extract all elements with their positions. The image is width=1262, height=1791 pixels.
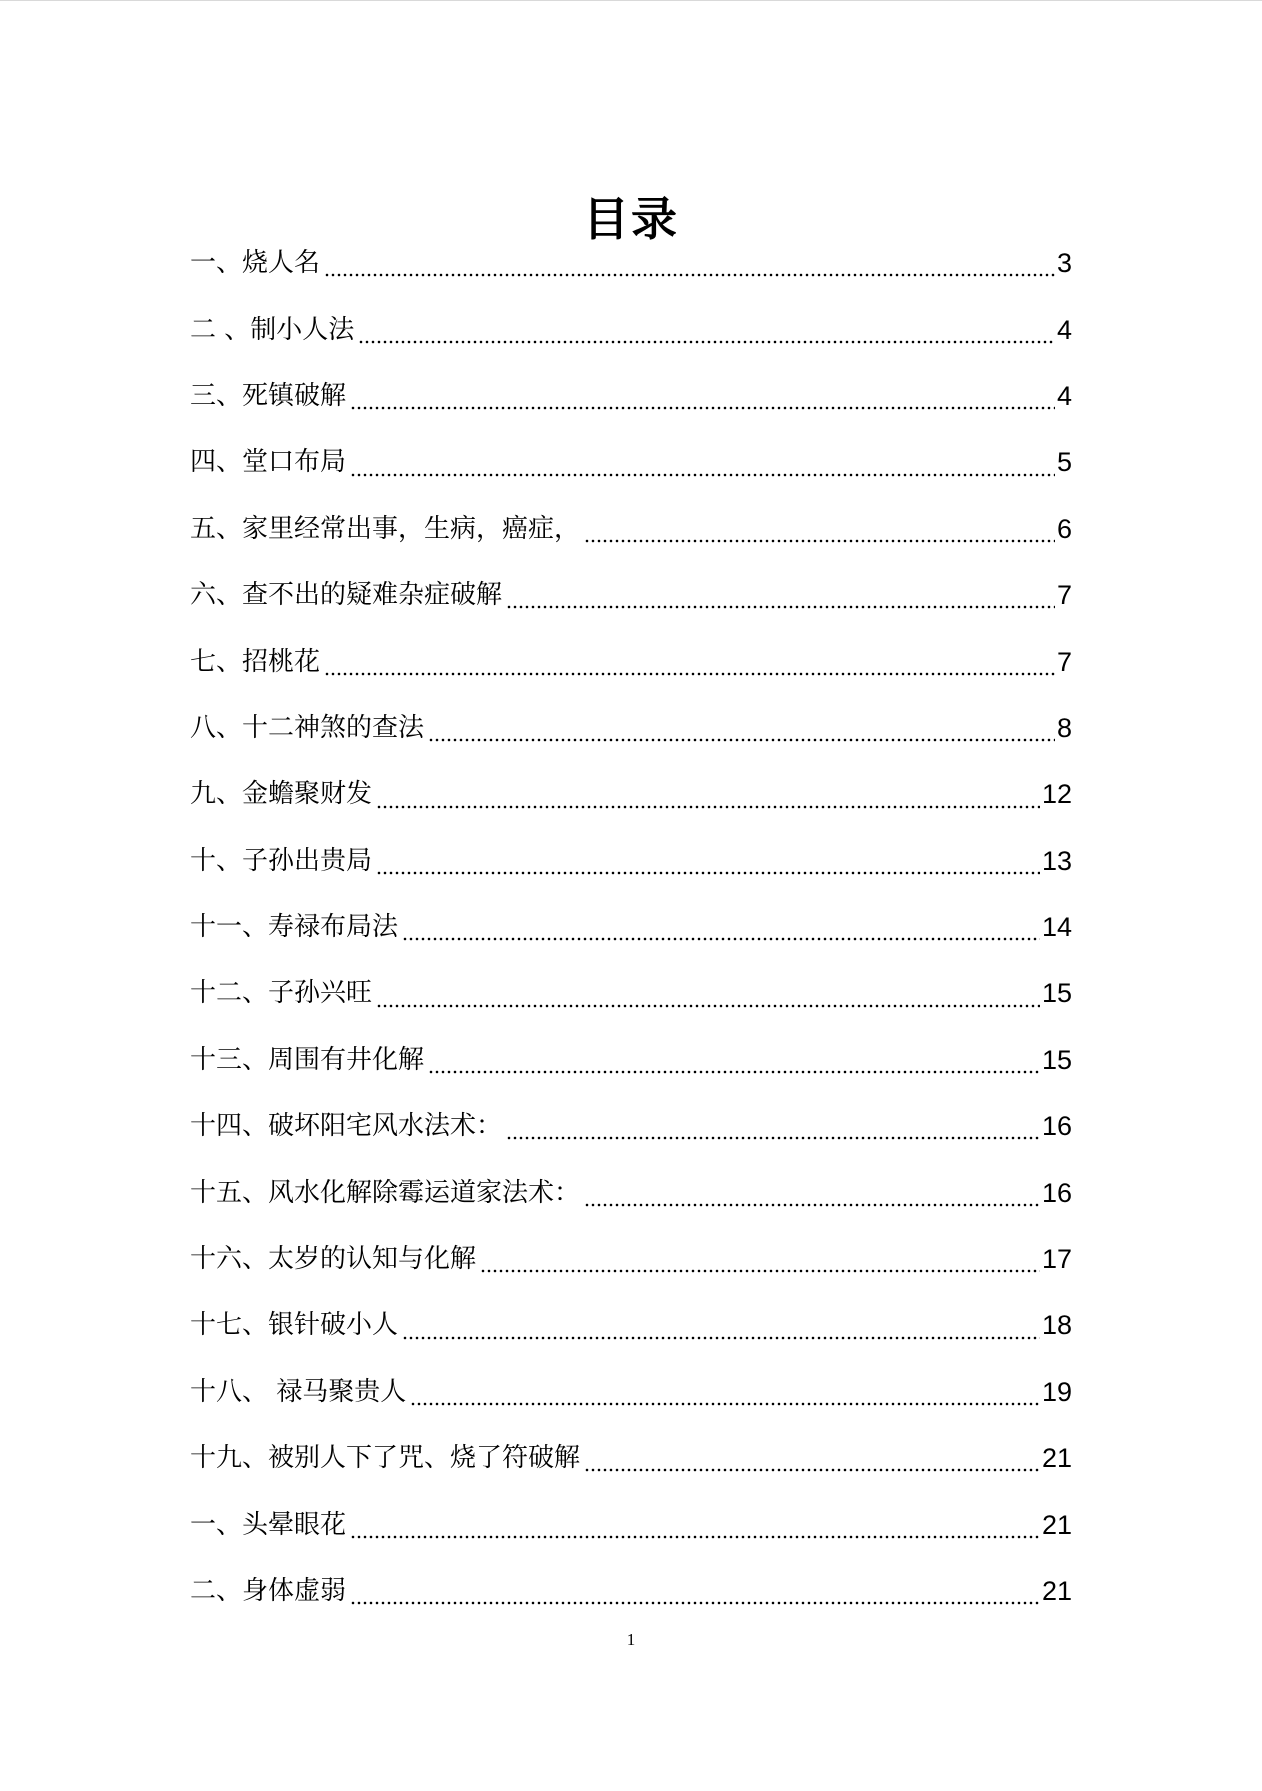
toc-dot-leader <box>350 1601 1040 1605</box>
toc-list <box>190 230 1072 1624</box>
toc-entry-page: 8 <box>1056 712 1072 743</box>
toc-entry[interactable] <box>190 761 1072 827</box>
toc-entry-title: 一、头晕眼花 <box>190 1509 347 1540</box>
toc-entry-page: 19 <box>1041 1376 1072 1407</box>
toc-entry-title: 七、招桃花 <box>190 646 321 677</box>
toc-entry-page: 7 <box>1056 580 1072 611</box>
toc-entry-title: 十四、破坏阳宅风水法术： <box>190 1111 503 1142</box>
toc-entry[interactable] <box>190 1292 1072 1358</box>
toc-dot-leader <box>506 1136 1040 1140</box>
toc-dot-leader <box>350 406 1055 410</box>
toc-entry-page: 12 <box>1041 779 1072 810</box>
toc-entry-title: 十一、寿禄布局法 <box>190 912 399 943</box>
toc-entry-page: 15 <box>1041 1044 1072 1075</box>
toc-dot-leader <box>376 871 1040 875</box>
toc-entry-title: 三、死镇破解 <box>190 380 347 411</box>
toc-dot-leader <box>584 1203 1040 1207</box>
toc-entry-page: 21 <box>1041 1443 1072 1474</box>
toc-entry-title: 八、十二神煞的查法 <box>190 712 425 743</box>
toc-entry-title: 十六、太岁的认知与化解 <box>190 1244 477 1275</box>
toc-dot-leader <box>402 937 1040 941</box>
toc-entry-title: 十九、被别人下了咒、烧了符破解 <box>190 1443 581 1474</box>
toc-entry[interactable] <box>190 1491 1072 1557</box>
toc-dot-leader <box>376 1004 1040 1008</box>
toc-entry-page: 16 <box>1041 1111 1072 1142</box>
toc-entry-page: 7 <box>1056 646 1072 677</box>
toc-entry-page: 4 <box>1056 380 1072 411</box>
toc-entry-page: 21 <box>1041 1509 1072 1540</box>
page-number: 1 <box>626 1630 636 1649</box>
toc-entry-title: 十七、银针破小人 <box>190 1310 399 1341</box>
toc-dot-leader <box>350 473 1055 477</box>
toc-entry[interactable] <box>190 1558 1072 1624</box>
toc-entry[interactable] <box>190 496 1072 562</box>
toc-entry-title: 九、金蟾聚财发 <box>190 779 373 810</box>
toc-entry-title: 一、烧人名 <box>190 248 321 279</box>
toc-entry-title: 十、子孙出贵局 <box>190 845 373 876</box>
toc-entry[interactable] <box>190 1159 1072 1225</box>
toc-entry-title: 十二、子孙兴旺 <box>190 978 373 1009</box>
toc-entry-page: 4 <box>1056 314 1072 345</box>
toc-dot-leader <box>376 805 1040 809</box>
toc-entry[interactable] <box>190 1226 1072 1292</box>
toc-dot-leader <box>428 738 1055 742</box>
toc-entry[interactable] <box>190 429 1072 495</box>
toc-dot-leader <box>506 605 1055 609</box>
toc-dot-leader <box>402 1336 1040 1340</box>
toc-entry-title: 五、家里经常出事，生病，癌症， <box>190 513 581 544</box>
toc-dot-leader <box>584 539 1055 543</box>
toc-entry-title: 十五、风水化解除霉运道家法术： <box>190 1177 581 1208</box>
toc-entry[interactable] <box>190 296 1072 362</box>
toc-dot-leader <box>350 1535 1040 1539</box>
toc-title: 目录 <box>583 191 679 246</box>
toc-entry[interactable] <box>190 894 1072 960</box>
toc-entry[interactable] <box>190 230 1072 296</box>
toc-dot-leader <box>324 672 1055 676</box>
toc-entry-title: 十三、周围有井化解 <box>190 1044 425 1075</box>
toc-dot-leader <box>324 273 1055 277</box>
toc-entry[interactable] <box>190 363 1072 429</box>
toc-entry-page: 14 <box>1041 912 1072 943</box>
toc-dot-leader <box>410 1402 1040 1406</box>
toc-entry[interactable] <box>190 960 1072 1026</box>
page-top-rule <box>0 0 1262 1</box>
toc-entry[interactable] <box>190 1425 1072 1491</box>
toc-entry-title: 二、身体虚弱 <box>190 1576 347 1606</box>
toc-dot-leader <box>480 1269 1040 1273</box>
toc-entry-page: 3 <box>1056 248 1072 279</box>
toc-entry-title: 六、查不出的疑难杂症破解 <box>190 580 503 611</box>
toc-dot-leader <box>358 340 1055 344</box>
toc-entry-title: 二 、制小人法 <box>190 314 355 345</box>
toc-entry[interactable] <box>190 628 1072 694</box>
toc-entry-page: 21 <box>1041 1576 1072 1606</box>
toc-entry[interactable] <box>190 562 1072 628</box>
toc-entry-page: 16 <box>1041 1177 1072 1208</box>
toc-entry[interactable] <box>190 1027 1072 1093</box>
toc-entry-page: 17 <box>1041 1244 1072 1275</box>
toc-dot-leader <box>584 1468 1040 1472</box>
toc-entry-page: 13 <box>1041 845 1072 876</box>
toc-entry-page: 15 <box>1041 978 1072 1009</box>
toc-entry-page: 18 <box>1041 1310 1072 1341</box>
toc-entry[interactable] <box>190 1359 1072 1425</box>
toc-entry-page: 5 <box>1056 447 1072 478</box>
toc-entry-title: 十八、 禄马聚贵人 <box>190 1376 407 1407</box>
toc-dot-leader <box>428 1070 1040 1074</box>
toc-entry[interactable] <box>190 828 1072 894</box>
toc-entry[interactable] <box>190 695 1072 761</box>
toc-entry-title: 四、堂口布局 <box>190 447 347 478</box>
toc-entry-page: 6 <box>1056 513 1072 544</box>
toc-entry[interactable] <box>190 1093 1072 1159</box>
